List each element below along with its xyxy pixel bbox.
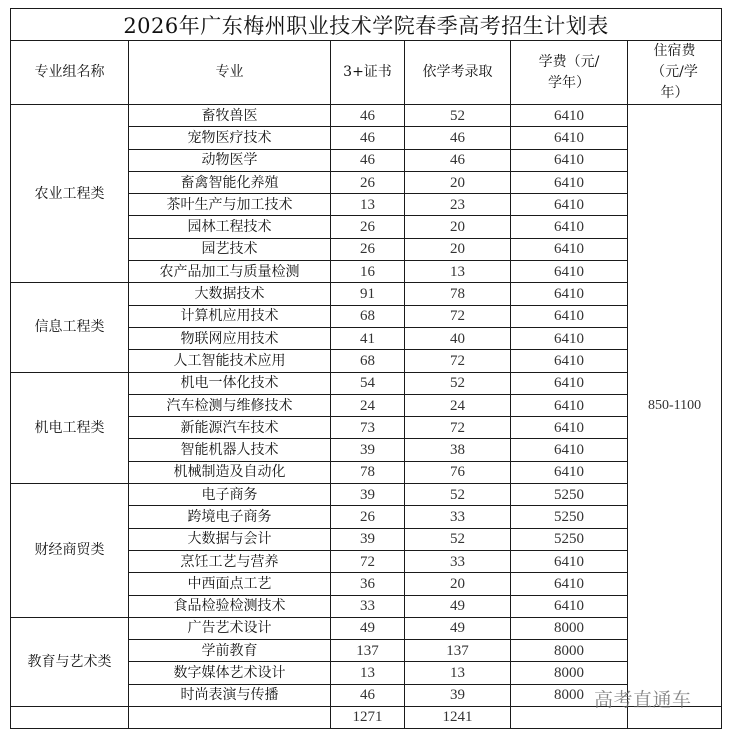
major-name: 畜禽智能化养殖 — [129, 171, 331, 193]
major-name: 机械制造及自动化 — [129, 461, 331, 483]
cert-quota: 49 — [331, 617, 405, 639]
exam-quota: 52 — [405, 484, 511, 506]
exam-quota: 33 — [405, 550, 511, 572]
exam-quota: 72 — [405, 417, 511, 439]
cert-quota: 91 — [331, 283, 405, 305]
tuition-fee: 6410 — [511, 394, 628, 416]
cert-quota: 41 — [331, 327, 405, 349]
exam-quota: 20 — [405, 573, 511, 595]
tuition-fee: 8000 — [511, 617, 628, 639]
cert-quota: 68 — [331, 305, 405, 327]
exam-quota: 13 — [405, 261, 511, 283]
table-title: 2026年广东梅州职业技术学院春季高考招生计划表 — [11, 9, 722, 41]
tuition-fee: 6410 — [511, 372, 628, 394]
exam-quota: 13 — [405, 662, 511, 684]
tuition-fee: 5250 — [511, 484, 628, 506]
tuition-fee: 6410 — [511, 171, 628, 193]
cert-quota: 72 — [331, 550, 405, 572]
cert-quota: 39 — [331, 439, 405, 461]
tuition-fee: 8000 — [511, 640, 628, 662]
exam-quota: 20 — [405, 216, 511, 238]
exam-quota: 39 — [405, 684, 511, 706]
major-name: 物联网应用技术 — [129, 327, 331, 349]
tuition-fee: 6410 — [511, 350, 628, 372]
exam-quota: 52 — [405, 528, 511, 550]
major-name: 数字媒体艺术设计 — [129, 662, 331, 684]
group-name: 财经商贸类 — [11, 484, 129, 618]
tuition-fee: 6410 — [511, 327, 628, 349]
major-name: 中西面点工艺 — [129, 573, 331, 595]
major-name: 食品检验检测技术 — [129, 595, 331, 617]
tuition-fee: 6410 — [511, 573, 628, 595]
major-name: 大数据与会计 — [129, 528, 331, 550]
watermark: 高考直通车 — [594, 689, 692, 711]
cert-quota: 46 — [331, 684, 405, 706]
table-row — [11, 105, 722, 127]
totals-empty-group — [11, 707, 129, 729]
major-name: 新能源汽车技术 — [129, 417, 331, 439]
tuition-fee: 6410 — [511, 439, 628, 461]
exam-quota: 20 — [405, 238, 511, 260]
major-name: 畜牧兽医 — [129, 105, 331, 127]
header-group: 专业组名称 — [11, 41, 129, 105]
cert-quota: 26 — [331, 171, 405, 193]
major-name: 计算机应用技术 — [129, 305, 331, 327]
exam-quota: 78 — [405, 283, 511, 305]
cert-quota: 68 — [331, 350, 405, 372]
exam-quota: 72 — [405, 350, 511, 372]
tuition-fee: 6410 — [511, 461, 628, 483]
exam-quota: 49 — [405, 617, 511, 639]
exam-quota: 46 — [405, 127, 511, 149]
exam-quota: 24 — [405, 394, 511, 416]
exam-quota: 46 — [405, 149, 511, 171]
header-cert: 3+证书 — [331, 41, 405, 105]
tuition-fee: 6410 — [511, 283, 628, 305]
cert-quota: 13 — [331, 662, 405, 684]
tuition-fee: 6410 — [511, 127, 628, 149]
cert-quota: 46 — [331, 149, 405, 171]
tuition-fee: 6410 — [511, 238, 628, 260]
exam-quota: 137 — [405, 640, 511, 662]
tuition-fee: 5250 — [511, 528, 628, 550]
major-name: 机电一体化技术 — [129, 372, 331, 394]
cert-quota: 46 — [331, 105, 405, 127]
total-exam: 1241 — [405, 707, 511, 729]
cert-quota: 36 — [331, 573, 405, 595]
totals-empty-major — [129, 707, 331, 729]
cert-quota: 54 — [331, 372, 405, 394]
major-name: 时尚表演与传播 — [129, 684, 331, 706]
table-row — [11, 372, 722, 394]
cert-quota: 137 — [331, 640, 405, 662]
exam-quota: 40 — [405, 327, 511, 349]
cert-quota: 78 — [331, 461, 405, 483]
exam-quota: 52 — [405, 105, 511, 127]
tuition-fee: 6410 — [511, 261, 628, 283]
cert-quota: 13 — [331, 194, 405, 216]
major-name: 广告艺术设计 — [129, 617, 331, 639]
major-name: 园林工程技术 — [129, 216, 331, 238]
header-exam: 依学考录取 — [405, 41, 511, 105]
group-name: 农业工程类 — [11, 105, 129, 283]
tuition-fee: 6410 — [511, 105, 628, 127]
enrollment-plan-table — [10, 8, 722, 729]
table-row — [11, 484, 722, 506]
tuition-fee: 6410 — [511, 216, 628, 238]
header-row — [11, 41, 722, 105]
exam-quota: 52 — [405, 372, 511, 394]
major-name: 宠物医疗技术 — [129, 127, 331, 149]
cert-quota: 46 — [331, 127, 405, 149]
cert-quota: 73 — [331, 417, 405, 439]
tuition-fee: 6410 — [511, 595, 628, 617]
tuition-fee: 6410 — [511, 417, 628, 439]
major-name: 大数据技术 — [129, 283, 331, 305]
tuition-fee: 8000 — [511, 662, 628, 684]
cert-quota: 33 — [331, 595, 405, 617]
header-major: 专业 — [129, 41, 331, 105]
major-name: 电子商务 — [129, 484, 331, 506]
major-name: 汽车检测与维修技术 — [129, 394, 331, 416]
table-body — [11, 105, 722, 707]
major-name: 智能机器人技术 — [129, 439, 331, 461]
tuition-fee: 8000 — [511, 684, 628, 706]
tuition-fee: 6410 — [511, 550, 628, 572]
major-name: 学前教育 — [129, 640, 331, 662]
cert-quota: 16 — [331, 261, 405, 283]
group-name: 机电工程类 — [11, 372, 129, 483]
table-row — [11, 283, 722, 305]
title-row — [11, 9, 722, 41]
major-name: 园艺技术 — [129, 238, 331, 260]
dorm-fee: 850-1100 — [628, 105, 722, 707]
major-name: 农产品加工与质量检测 — [129, 261, 331, 283]
cert-quota: 39 — [331, 528, 405, 550]
tuition-fee: 6410 — [511, 305, 628, 327]
cert-quota: 24 — [331, 394, 405, 416]
exam-quota: 33 — [405, 506, 511, 528]
group-name: 信息工程类 — [11, 283, 129, 372]
exam-quota: 49 — [405, 595, 511, 617]
major-name: 动物医学 — [129, 149, 331, 171]
major-name: 跨境电子商务 — [129, 506, 331, 528]
header-dorm: 住宿费（元/学年） — [628, 41, 722, 105]
total-cert: 1271 — [331, 707, 405, 729]
tuition-fee: 6410 — [511, 194, 628, 216]
exam-quota: 72 — [405, 305, 511, 327]
exam-quota: 76 — [405, 461, 511, 483]
cert-quota: 26 — [331, 216, 405, 238]
table-row — [11, 617, 722, 639]
cert-quota: 39 — [331, 484, 405, 506]
group-name: 教育与艺术类 — [11, 617, 129, 706]
major-name: 茶叶生产与加工技术 — [129, 194, 331, 216]
tuition-fee: 6410 — [511, 149, 628, 171]
cert-quota: 26 — [331, 238, 405, 260]
cert-quota: 26 — [331, 506, 405, 528]
tuition-fee: 5250 — [511, 506, 628, 528]
major-name: 烹饪工艺与营养 — [129, 550, 331, 572]
exam-quota: 20 — [405, 171, 511, 193]
header-tuition: 学费（元/学年） — [511, 41, 628, 105]
exam-quota: 23 — [405, 194, 511, 216]
exam-quota: 38 — [405, 439, 511, 461]
major-name: 人工智能技术应用 — [129, 350, 331, 372]
